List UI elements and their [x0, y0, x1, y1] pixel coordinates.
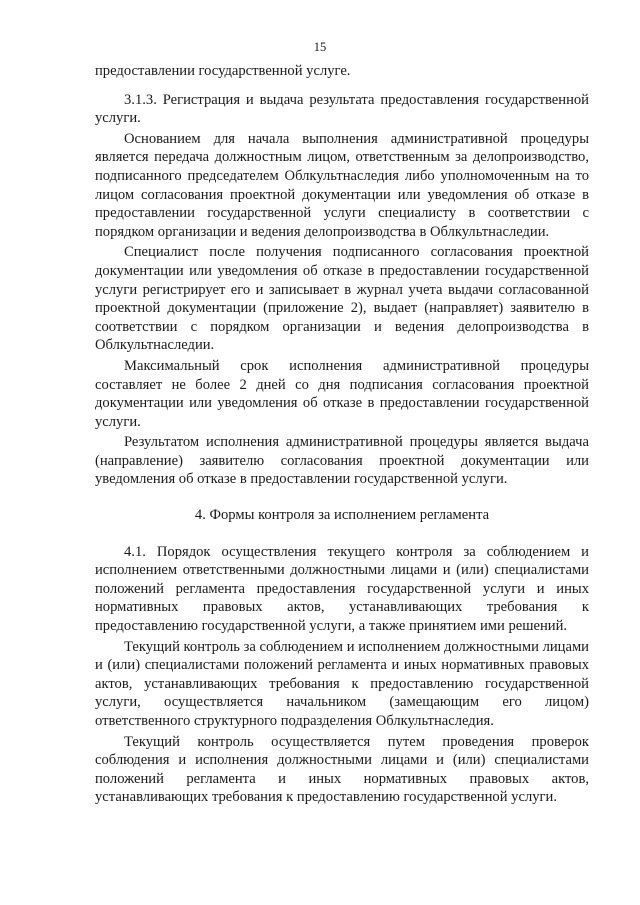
paragraph-specialist: Специалист после получения подписанного согласования проектной документации или уведомления об отказе в предоставлении государственной услуги регистрирует его и записывает в журнал учета выдачи согласованной проектной документации (приложение 2), выдает (направляет) заявителю в соответствии с порядком организации и ведения делопроизводства в Облкультнаследии.	[95, 244, 589, 354]
section-4-title: 4. Формы контроля за исполнением регламента	[194, 507, 490, 524]
paragraph-result: Результатом исполнения административной процедуры является выдача (направление) заявителю согласования проектной документации или уведомления об отказе в предоставлении государственной услуги.	[95, 434, 589, 488]
paragraph-checks: Текущий контроль осуществляется путем проведения проверок соблюдения и исполнения должностными лицами и (или) специалистами положений регламента и иных нормативных правовых актов, устанавливающих требования к предоставлению государственной услуги.	[95, 733, 589, 806]
paragraph-basis: Основанием для начала выполнения административной процедуры является передача должностным лицом, ответственным за делопроизводство, подписанного председателем Облкультнаследия либо уполномоченным на то лицом согласования проектной документации или уведомления об отказе в предоставлении государственной услуги специалисту в соответствии с порядком организации и ведения делопроизводства в Облкультнаследии.	[95, 130, 589, 240]
page-number: 15	[313, 40, 327, 54]
paragraph-continuation: предоставлении государственной услуге.	[95, 63, 351, 79]
paragraph-max-term: Максимальный срок исполнения административной процедуры составляет не более 2 дней со дня подписания согласования проектной документации или уведомления об отказе в предоставлении государственной услуги.	[95, 357, 589, 430]
paragraph-3-1-3-heading: 3.1.3. Регистрация и выдача результата предоставления государственной услуги.	[95, 91, 589, 127]
paragraph-4-1: 4.1. Порядок осуществления текущего контроля за соблюдением и исполнением ответственными должностными лицами и (или) специалистами положений регламента предоставления государственной услуги и иных нормативных правовых актов, устанавливающих требования к предоставлению государственной услуги, а также принятием ими решений.	[95, 543, 589, 635]
document-body	[95, 62, 589, 807]
paragraph-current-control: Текущий контроль за соблюдением и исполнением должностными лицами и (или) специалистами положений регламента и иных нормативных правовых актов, устанавливающих требования к предоставлению государственной услуги, осуществляется начальником (замещающим его лицом) ответственного структурного подразделения Облкультнаследия.	[95, 638, 589, 729]
